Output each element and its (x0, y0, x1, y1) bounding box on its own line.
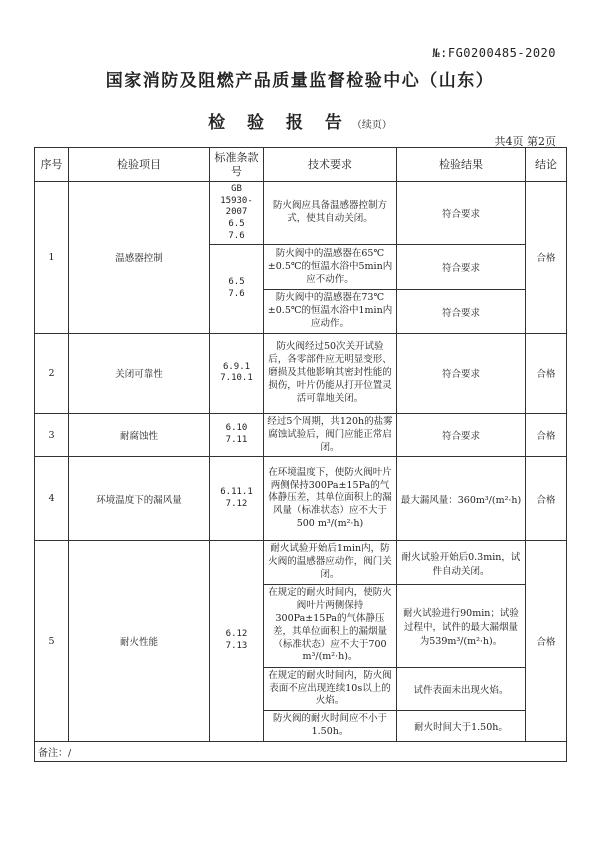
row-requirement: 在环境温度下，使防火阀叶片两侧保持300Pa±15Pa的气体静压差，其单位面积上的漏风量（标准状态）应不大于500 m³/(m²·h) (264, 457, 397, 541)
row-no: 1 (35, 182, 69, 334)
page-info: 共4页 第2页 (494, 135, 556, 148)
notes-label: 备注： (38, 747, 68, 759)
row-item: 关闭可靠性 (69, 333, 210, 413)
report-subtitle: （续页） (351, 120, 392, 131)
row-std (210, 457, 264, 541)
std-line: 6.5 (228, 277, 245, 288)
row-result: 符合要求 (397, 245, 526, 290)
notes-value: / (68, 747, 72, 759)
std-line: 7.13 (225, 641, 248, 652)
row-requirement: 防火阀中的温感器在65℃±0.5℃的恒温水浴中5min内应不动作。 (264, 245, 397, 290)
row-requirement: 在规定的耐火时间内，使防火阀叶片两侧保持300Pa±15Pa的气体静压差，其单位面积上的漏烟量（标准状态）应不大于700 m³/(m²·h)。 (264, 584, 397, 667)
row-result: 符合要求 (397, 290, 526, 333)
organization-name: 国家消防及阻燃产品质量监督检验中心（山东） (105, 71, 495, 91)
table-row (35, 541, 567, 584)
row-no: 4 (35, 457, 69, 541)
std-line: 7.6 (228, 289, 245, 300)
row-result: 最大漏风量：360m³/(m²·h) (397, 457, 526, 541)
table-row (35, 413, 567, 456)
inspection-table (34, 147, 567, 762)
row-item: 环境温度下的漏风量 (69, 457, 210, 541)
row-requirement: 在规定的耐火时间内，防火阀表面不应出现连续10s以上的火焰。 (264, 667, 397, 710)
std-line: 6.12 (225, 629, 248, 640)
std-line: 7.12 (225, 498, 248, 509)
row-std (210, 182, 264, 245)
row-result: 耐火时间大于1.50h。 (397, 711, 526, 742)
header-item: 检验项目 (69, 148, 210, 182)
row-requirement: 防火阀中的温感器在73℃±0.5℃的恒温水浴中1min内应动作。 (264, 290, 397, 333)
header-req: 技术要求 (264, 148, 397, 182)
std-line: 7.6 (228, 230, 245, 241)
table-header-row (35, 148, 567, 182)
header-conclusion: 结论 (526, 148, 567, 182)
std-line: 6.10 (225, 423, 248, 434)
row-conclusion: 合格 (526, 333, 567, 413)
header-result: 检验结果 (397, 148, 526, 182)
row-requirement: 防火阀应具备温感器控制方式，使其自动关闭。 (264, 182, 397, 245)
row-result: 符合要求 (397, 333, 526, 413)
std-line: 7.10.1 (220, 373, 253, 384)
row-item: 耐腐蚀性 (69, 413, 210, 456)
report-title: 检 验 报 告 (208, 113, 350, 133)
report-number: №:FG0200485-2020 (432, 46, 556, 60)
notes-cell (35, 741, 567, 761)
row-std (210, 541, 264, 742)
header-std: 标准条款号 (210, 148, 264, 182)
row-std (210, 333, 264, 413)
row-item: 耐火性能 (69, 541, 210, 742)
row-requirement: 防火阀经过50次关开试验后，各零部件应无明显变形、磨损及其他影响其密封性能的损伤，叶片仍能从打开位置灵活可靠地关闭。 (264, 333, 397, 413)
row-std (210, 245, 264, 333)
row-no: 5 (35, 541, 69, 742)
row-std (210, 413, 264, 456)
row-conclusion: 合格 (526, 541, 567, 742)
std-line: 6.11.1 (220, 487, 253, 498)
report-title-block (0, 108, 600, 133)
table-row (35, 182, 567, 245)
row-result: 符合要求 (397, 413, 526, 456)
std-line: 6.5 (228, 219, 245, 230)
row-no: 2 (35, 333, 69, 413)
row-item: 温感器控制 (69, 182, 210, 334)
row-conclusion: 合格 (526, 413, 567, 456)
row-requirement: 防火阀的耐火时间应不小于1.50h。 (264, 711, 397, 742)
row-result: 试件表面未出现火焰。 (397, 667, 526, 710)
row-conclusion: 合格 (526, 182, 567, 334)
row-conclusion: 合格 (526, 457, 567, 541)
row-no: 3 (35, 413, 69, 456)
row-result: 耐火试验进行90min；试验过程中，试件的最大漏烟量为539m³/(m²·h)。 (397, 584, 526, 667)
row-result: 符合要求 (397, 182, 526, 245)
notes-row (35, 741, 567, 761)
std-line: GB 15930-2007 (220, 184, 253, 218)
table-row (35, 457, 567, 541)
std-line: 6.9.1 (222, 361, 251, 372)
row-requirement: 耐火试验开始后1min内，防火阀的温感器应动作，阀门关闭。 (264, 541, 397, 584)
row-result: 耐火试验开始后0.3min，试件自动关闭。 (397, 541, 526, 584)
row-requirement: 经过5个周期，共120h的盐雾腐蚀试验后，阀门应能正常启闭。 (264, 413, 397, 456)
std-line: 7.11 (225, 435, 248, 446)
header-no: 序号 (35, 148, 69, 182)
table-row (35, 333, 567, 413)
